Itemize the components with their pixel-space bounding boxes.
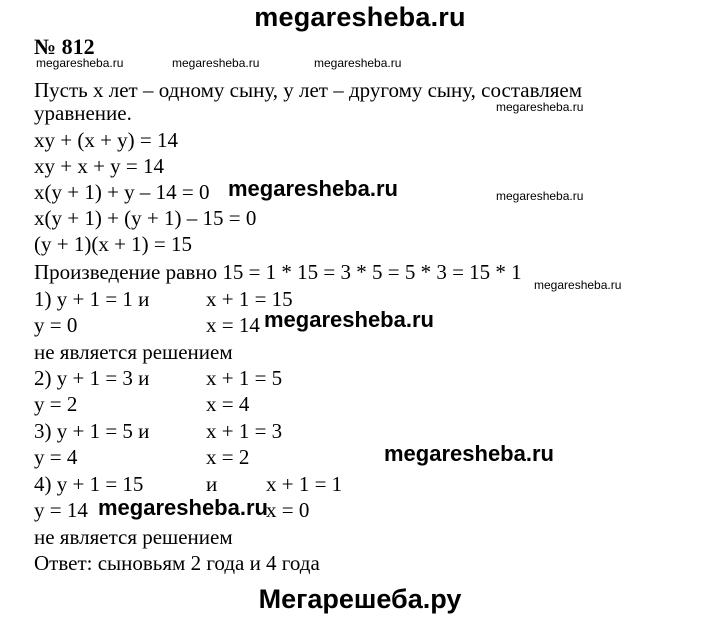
solution-line: x = 14	[206, 313, 260, 337]
solution-line: 3) y + 1 = 5 и	[34, 419, 150, 443]
solution-line: x + 1 = 3	[206, 419, 283, 443]
solution-line: (y + 1)(x + 1) = 15	[34, 232, 193, 256]
solution-line: не является решением	[34, 525, 233, 549]
site-footer-title: Мегарешеба.ру	[258, 584, 462, 614]
watermark-small: megaresheba.ru	[534, 278, 622, 292]
watermark-large: megaresheba.ru	[264, 307, 434, 332]
solution-line: Пусть х лет – одному сыну, у лет – другому сыну, составляем	[34, 78, 582, 102]
solution-line: y = 0	[34, 313, 78, 337]
watermark-small: megaresheba.ru	[496, 189, 584, 203]
solution-line: x + 1 = 5	[206, 366, 283, 390]
solution-line: Произведение равно 15 = 1 * 15 = 3 * 5 = 5 * 3 = 15 * 1	[34, 260, 522, 284]
solution-line: 1) y + 1 = 1 и	[34, 287, 150, 311]
solution-line: 4) y + 1 = 15	[34, 472, 144, 496]
watermark-small: megaresheba.ru	[496, 100, 584, 114]
solution-line: y = 4	[34, 445, 78, 469]
solution-line: и	[206, 472, 218, 496]
solution-line: не является решением	[34, 340, 233, 364]
solution-line: xy + (x + y) = 14	[34, 128, 179, 152]
solution-line: Ответ: сыновьям 2 года и 4 года	[34, 551, 320, 575]
solution-line: xy + x + y = 14	[34, 154, 165, 178]
solution-line: x + 1 = 15	[206, 287, 293, 311]
solution-line: x = 0	[266, 498, 310, 522]
watermark-small: megaresheba.ru	[172, 56, 260, 70]
watermark-small: megaresheba.ru	[36, 56, 124, 70]
watermark-large: megaresheba.ru	[98, 495, 268, 520]
watermark-large: megaresheba.ru	[228, 176, 398, 201]
solution-line: x(y + 1) + y – 14 = 0	[34, 180, 210, 204]
solution-line: y = 14	[34, 498, 88, 522]
watermark-large: megaresheba.ru	[384, 441, 554, 466]
watermark-small: megaresheba.ru	[314, 56, 402, 70]
site-header-title: megaresheba.ru	[254, 2, 466, 32]
solution-line: x = 2	[206, 445, 250, 469]
solution-line: x(y + 1) + (y + 1) – 15 = 0	[34, 206, 257, 230]
solution-line: 2) y + 1 = 3 и	[34, 366, 150, 390]
solution-line: x + 1 = 1	[266, 472, 343, 496]
problem-number: № 812	[34, 34, 95, 59]
solution-line: уравнение.	[34, 101, 132, 125]
solution-line: x = 4	[206, 392, 250, 416]
solution-line: y = 2	[34, 392, 78, 416]
